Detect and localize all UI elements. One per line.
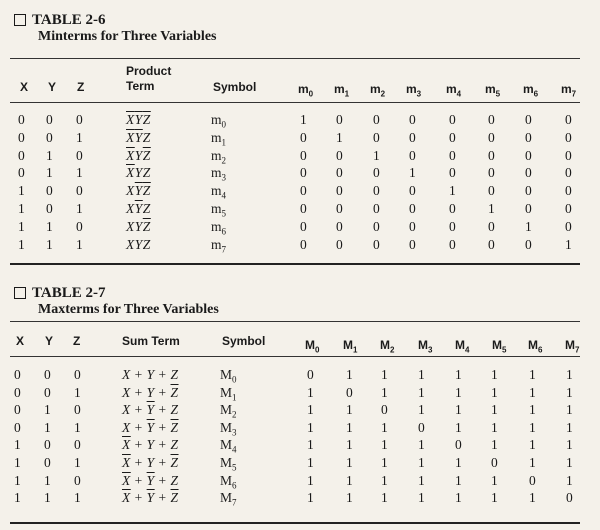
cell-symbol: $M_3$ xyxy=(220,419,237,438)
table-row xyxy=(0,385,600,401)
cell-value: 0 xyxy=(566,490,573,506)
cell-value: 1 xyxy=(381,437,388,453)
cell-value: 0 xyxy=(373,218,380,234)
cell-term: $\overline{X}Y\overline{Z}$ xyxy=(126,147,151,163)
cell-value: 1 xyxy=(373,147,380,163)
cell-z: 0 xyxy=(76,183,83,199)
cell-value: 1 xyxy=(529,490,536,506)
table-row xyxy=(0,367,600,383)
cell-value: 1 xyxy=(346,490,353,506)
cell-symbol: $m_7$ xyxy=(211,236,227,255)
table-row xyxy=(0,420,600,436)
header-m3: $M_3$ xyxy=(418,338,433,355)
cell-value: 1 xyxy=(307,455,314,470)
cell-x: 1 xyxy=(18,236,25,252)
cell-x: 0 xyxy=(18,165,25,181)
table-id: TABLE 2-6 xyxy=(32,12,106,28)
cell-z: 1 xyxy=(76,201,83,216)
cell-value: 0 xyxy=(300,129,307,145)
cell-z: 1 xyxy=(76,236,83,252)
cell-value: 1 xyxy=(455,367,462,382)
cell-term: $X\overline{Y}Z$ xyxy=(126,201,151,216)
table-row xyxy=(0,201,600,217)
cell-term: $X + \overline{Y} + Z$ xyxy=(122,402,179,418)
cell-value: 1 xyxy=(491,437,498,453)
cell-value: 1 xyxy=(381,419,388,435)
table-caption xyxy=(14,12,217,46)
table-row xyxy=(0,148,600,164)
table-row xyxy=(0,455,600,471)
cell-value: 1 xyxy=(566,384,573,400)
header-m5: $m_5$ xyxy=(485,82,501,99)
cell-value: 0 xyxy=(529,472,536,488)
cell-value: 0 xyxy=(300,147,307,163)
cell-y: 0 xyxy=(44,367,51,382)
header-m7: $m_7$ xyxy=(561,82,577,99)
cell-x: 1 xyxy=(14,472,21,488)
cell-y: 1 xyxy=(44,490,51,506)
cell-value: 0 xyxy=(300,236,307,252)
cell-value: 0 xyxy=(488,236,495,252)
cell-value: 0 xyxy=(449,147,456,163)
cell-x: 0 xyxy=(14,384,21,400)
cell-x: 1 xyxy=(18,183,25,199)
cell-y: 0 xyxy=(44,384,51,400)
cell-value: 1 xyxy=(418,437,425,453)
cell-value: 0 xyxy=(525,165,532,181)
cell-value: 1 xyxy=(336,129,343,145)
cell-y: 0 xyxy=(44,455,51,470)
cell-value: 1 xyxy=(307,472,314,488)
table-row xyxy=(0,237,600,253)
cell-symbol: $M_2$ xyxy=(220,402,237,420)
cell-value: 0 xyxy=(488,165,495,181)
cell-value: 1 xyxy=(418,384,425,400)
cell-value: 0 xyxy=(409,218,416,234)
cell-z: 0 xyxy=(76,218,83,234)
cell-value: 1 xyxy=(529,419,536,435)
cell-value: 0 xyxy=(565,112,572,127)
header-x: X xyxy=(20,80,29,94)
cell-value: 1 xyxy=(491,384,498,400)
cell-value: 0 xyxy=(449,129,456,145)
cell-symbol: $M_0$ xyxy=(220,367,237,385)
cell-symbol: $M_5$ xyxy=(220,455,237,473)
table-row xyxy=(0,402,600,418)
cell-value: 1 xyxy=(566,472,573,488)
cell-x: 0 xyxy=(18,112,25,127)
cell-value: 0 xyxy=(336,236,343,252)
cell-z: 1 xyxy=(74,455,81,470)
table-row xyxy=(0,130,600,146)
cell-value: 0 xyxy=(336,165,343,181)
header-m3: $m_3$ xyxy=(406,82,422,99)
cell-value: 1 xyxy=(346,472,353,488)
cell-value: 0 xyxy=(336,218,343,234)
cell-value: 1 xyxy=(307,419,314,435)
cell-z: 1 xyxy=(74,384,81,400)
cell-value: 1 xyxy=(566,419,573,435)
cell-value: 0 xyxy=(373,165,380,181)
cell-value: 0 xyxy=(449,218,456,234)
table-row xyxy=(0,112,600,128)
cell-symbol: $m_4$ xyxy=(211,183,227,201)
table-row xyxy=(0,219,600,235)
cell-value: 0 xyxy=(336,183,343,199)
cell-x: 1 xyxy=(18,218,25,234)
cell-value: 0 xyxy=(525,236,532,252)
cell-x: 0 xyxy=(14,419,21,435)
cell-z: 0 xyxy=(74,472,81,488)
top-rule xyxy=(10,58,580,59)
cell-value: 1 xyxy=(488,201,495,216)
cell-value: 1 xyxy=(529,367,536,382)
cell-z: 0 xyxy=(74,367,81,382)
cell-value: 1 xyxy=(346,367,353,382)
cell-symbol: $m_0$ xyxy=(211,112,227,130)
cell-y: 0 xyxy=(46,201,53,216)
checkbox-square-icon xyxy=(14,14,26,26)
table-title: Minterms for Three Variables xyxy=(38,29,217,44)
cell-value: 1 xyxy=(529,455,536,470)
cell-value: 0 xyxy=(300,165,307,181)
cell-z: 0 xyxy=(74,437,81,453)
cell-z: 1 xyxy=(74,490,81,506)
cell-value: 0 xyxy=(300,201,307,216)
cell-value: 0 xyxy=(488,147,495,163)
cell-y: 1 xyxy=(46,236,53,252)
cell-value: 1 xyxy=(455,490,462,506)
cell-value: 1 xyxy=(491,472,498,488)
cell-value: 1 xyxy=(381,367,388,382)
cell-value: 1 xyxy=(307,384,314,400)
table-title: Maxterms for Three Variables xyxy=(38,302,219,317)
top-rule xyxy=(10,321,580,322)
header-m1: $M_1$ xyxy=(343,338,358,355)
cell-value: 1 xyxy=(491,490,498,506)
cell-term: $\overline{X} + Y + \overline{Z}$ xyxy=(122,455,179,470)
cell-symbol: $M_4$ xyxy=(220,437,237,456)
cell-term: $\overline{X}YZ$ xyxy=(126,165,151,181)
cell-symbol: $M_6$ xyxy=(220,472,237,491)
cell-value: 0 xyxy=(409,147,416,163)
cell-term: $\overline{X} + \overline{Y} + \overline{Z}$ xyxy=(122,490,179,506)
cell-x: 1 xyxy=(14,437,21,453)
cell-value: 0 xyxy=(373,201,380,216)
cell-symbol: $m_1$ xyxy=(211,129,227,148)
cell-value: 1 xyxy=(409,165,416,181)
cell-value: 0 xyxy=(565,129,572,145)
cell-z: 0 xyxy=(74,402,81,418)
cell-term: XYZ xyxy=(126,236,151,252)
cell-y: 1 xyxy=(46,147,53,163)
cell-y: 1 xyxy=(44,472,51,488)
table-row xyxy=(0,437,600,456)
cell-value: 1 xyxy=(418,367,425,382)
cell-symbol: $M_1$ xyxy=(220,384,237,403)
cell-z: 0 xyxy=(76,112,83,127)
header-symbol: Symbol xyxy=(222,334,266,348)
header-product-term xyxy=(126,64,171,94)
cell-term: $X + \overline{Y} + \overline{Z}$ xyxy=(122,419,179,435)
cell-x: 1 xyxy=(14,455,21,470)
cell-y: 1 xyxy=(46,165,53,181)
cell-value: 0 xyxy=(307,367,314,382)
cell-value: 0 xyxy=(525,183,532,199)
checkbox-square-icon xyxy=(14,287,26,299)
cell-z: 1 xyxy=(74,419,81,435)
cell-value: 0 xyxy=(381,402,388,418)
cell-value: 1 xyxy=(566,455,573,470)
cell-y: 0 xyxy=(44,437,51,453)
cell-value: 0 xyxy=(565,147,572,163)
table-row xyxy=(0,183,600,199)
cell-value: 1 xyxy=(491,402,498,418)
cell-value: 1 xyxy=(455,384,462,400)
cell-value: 0 xyxy=(409,201,416,216)
cell-value: 1 xyxy=(455,419,462,435)
cell-z: 1 xyxy=(76,129,83,145)
cell-term: X + Y + Z xyxy=(122,367,179,382)
cell-value: 1 xyxy=(491,367,498,382)
cell-symbol: $m_2$ xyxy=(211,147,227,166)
cell-value: 1 xyxy=(566,437,573,453)
cell-value: 1 xyxy=(455,472,462,488)
table-caption xyxy=(14,285,219,319)
cell-value: 0 xyxy=(449,201,456,216)
cell-value: 1 xyxy=(449,183,456,199)
cell-value: 1 xyxy=(381,384,388,400)
header-sum-term: Sum Term xyxy=(122,334,180,348)
cell-value: 0 xyxy=(488,183,495,199)
cell-value: 1 xyxy=(455,402,462,418)
cell-x: 1 xyxy=(14,490,21,506)
cell-x: 1 xyxy=(18,201,25,216)
header-term-line2: Term xyxy=(126,79,155,93)
table-row xyxy=(0,165,600,184)
header-m0: $m_0$ xyxy=(298,82,314,99)
cell-y: 1 xyxy=(46,218,53,234)
header-m6: $M_6$ xyxy=(528,338,543,355)
cell-value: 0 xyxy=(488,218,495,234)
cell-value: 1 xyxy=(300,112,307,127)
cell-value: 1 xyxy=(381,490,388,506)
cell-symbol: $m_6$ xyxy=(211,218,227,237)
header-m6: $m_6$ xyxy=(523,82,539,99)
header-z: Z xyxy=(73,334,81,348)
cell-value: 1 xyxy=(529,437,536,453)
cell-x: 0 xyxy=(18,147,25,163)
maxterms-table xyxy=(0,270,600,530)
cell-value: 0 xyxy=(491,455,498,470)
cell-value: 0 xyxy=(373,183,380,199)
cell-value: 0 xyxy=(373,129,380,145)
cell-value: 0 xyxy=(336,201,343,216)
header-term-line1: Product xyxy=(126,64,172,78)
cell-value: 0 xyxy=(525,129,532,145)
cell-value: 1 xyxy=(346,402,353,418)
table-id-line xyxy=(14,285,219,301)
cell-value: 1 xyxy=(529,402,536,418)
cell-value: 1 xyxy=(307,490,314,506)
cell-value: 1 xyxy=(529,384,536,400)
cell-value: 0 xyxy=(300,183,307,199)
cell-z: 1 xyxy=(76,165,83,181)
cell-value: 0 xyxy=(409,236,416,252)
cell-value: 0 xyxy=(525,147,532,163)
cell-y: 0 xyxy=(46,183,53,199)
cell-term: $XY\overline{Z}$ xyxy=(126,218,151,234)
cell-value: 0 xyxy=(373,236,380,252)
header-m4: $m_4$ xyxy=(446,82,462,99)
cell-value: 0 xyxy=(449,236,456,252)
cell-value: 1 xyxy=(566,402,573,418)
cell-value: 1 xyxy=(381,472,388,488)
table-id: TABLE 2-7 xyxy=(32,285,106,301)
cell-symbol: $m_5$ xyxy=(211,201,227,219)
cell-term: $X + Y + \overline{Z}$ xyxy=(122,384,179,400)
cell-value: 0 xyxy=(409,112,416,127)
cell-value: 1 xyxy=(307,437,314,453)
cell-y: 0 xyxy=(46,112,53,127)
cell-value: 1 xyxy=(491,419,498,435)
table-id-line xyxy=(14,12,217,28)
header-z: Z xyxy=(77,80,85,94)
header-rule xyxy=(10,102,580,103)
cell-value: 1 xyxy=(346,455,353,470)
header-m5: $M_5$ xyxy=(492,338,507,355)
cell-value: 0 xyxy=(488,112,495,127)
cell-value: 1 xyxy=(525,218,532,234)
cell-value: 0 xyxy=(300,218,307,234)
cell-value: 0 xyxy=(336,147,343,163)
cell-value: 1 xyxy=(307,402,314,418)
cell-value: 1 xyxy=(381,455,388,470)
cell-x: 0 xyxy=(14,367,21,382)
bottom-rule xyxy=(10,522,580,524)
cell-value: 0 xyxy=(373,112,380,127)
cell-value: 0 xyxy=(455,437,462,453)
header-m7: $M_7$ xyxy=(565,338,580,355)
cell-value: 1 xyxy=(418,402,425,418)
cell-value: 0 xyxy=(409,183,416,199)
cell-value: 1 xyxy=(418,455,425,470)
header-symbol: Symbol xyxy=(213,80,257,94)
table-row xyxy=(0,490,600,506)
cell-value: 1 xyxy=(565,236,572,252)
cell-symbol: $M_7$ xyxy=(220,490,237,508)
cell-term: $\overline{X}\overline{Y}\overline{Z}$ xyxy=(126,112,151,127)
cell-z: 0 xyxy=(76,147,83,163)
cell-value: 0 xyxy=(418,419,425,435)
header-m2: $m_2$ xyxy=(370,82,386,99)
header-y: Y xyxy=(45,334,54,348)
cell-value: 0 xyxy=(449,165,456,181)
header-m1: $m_1$ xyxy=(334,82,350,99)
header-m2: $M_2$ xyxy=(380,338,395,355)
cell-term: $\overline{X} + \overline{Y} + Z$ xyxy=(122,472,179,488)
cell-value: 0 xyxy=(525,201,532,216)
cell-value: 1 xyxy=(566,367,573,382)
cell-value: 0 xyxy=(409,129,416,145)
cell-y: 0 xyxy=(46,129,53,145)
cell-term: $X\overline{Y}\overline{Z}$ xyxy=(126,183,151,199)
header-y: Y xyxy=(48,80,57,94)
cell-value: 1 xyxy=(455,455,462,470)
cell-value: 1 xyxy=(346,419,353,435)
cell-value: 0 xyxy=(565,183,572,199)
table-row xyxy=(0,473,600,489)
header-m4: $M_4$ xyxy=(455,338,470,355)
cell-value: 0 xyxy=(565,201,572,216)
cell-x: 0 xyxy=(18,129,25,145)
cell-value: 1 xyxy=(418,490,425,506)
cell-value: 0 xyxy=(525,112,532,127)
cell-value: 0 xyxy=(565,165,572,181)
header-rule xyxy=(10,356,580,357)
cell-value: 1 xyxy=(346,437,353,453)
cell-value: 0 xyxy=(488,129,495,145)
cell-value: 0 xyxy=(336,112,343,127)
cell-term: $\overline{X}\overline{Y}Z$ xyxy=(126,129,151,145)
cell-term: $\overline{X} + Y + Z$ xyxy=(122,437,179,453)
header-x: X xyxy=(16,334,25,348)
header-m0: $M_0$ xyxy=(305,338,320,355)
cell-value: 0 xyxy=(565,218,572,234)
cell-value: 0 xyxy=(346,384,353,400)
cell-value: 0 xyxy=(449,112,456,127)
cell-symbol: $m_3$ xyxy=(211,165,227,184)
cell-y: 1 xyxy=(44,419,51,435)
bottom-rule xyxy=(10,263,580,265)
cell-y: 1 xyxy=(44,402,51,418)
cell-x: 0 xyxy=(14,402,21,418)
cell-value: 1 xyxy=(418,472,425,488)
